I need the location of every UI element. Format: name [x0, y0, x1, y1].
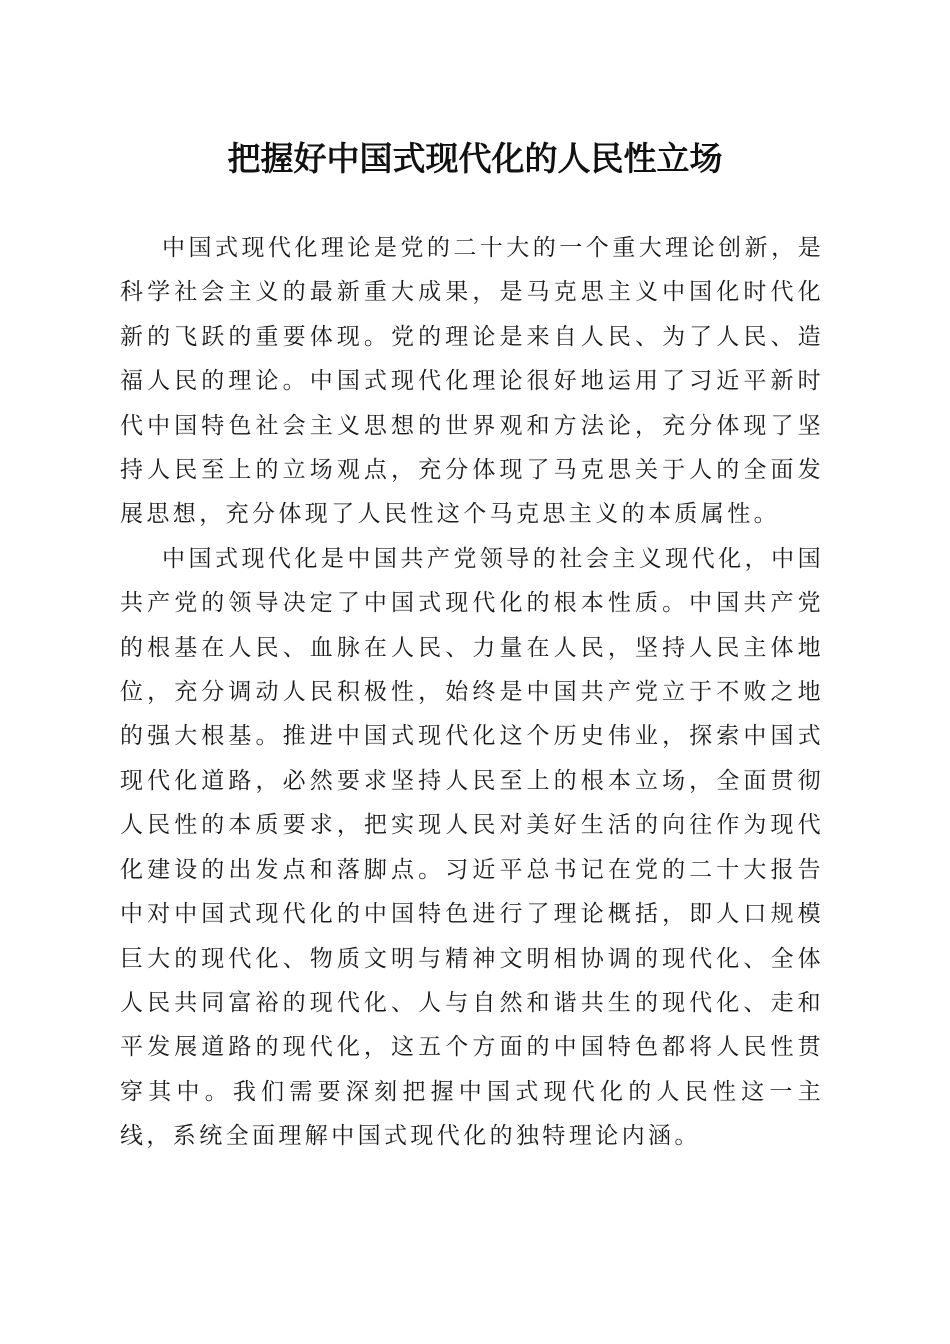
- paragraph-1: 中国式现代化理论是党的二十大的一个重大理论创新，是科学社会主义的最新重大成果，是马克思主义中国化时代化新的飞跃的重要体现。党的理论是来自人民、为了人民、造福人民的理论。中国式现代化理论很好地运用了习近平新时代中国特色社会主义思想的世界观和方法论，充分体现了坚持人民至上的立场观点，充分体现了马克思关于人的全面发展思想，充分体现了人民性这个马克思主义的本质属性。: [120, 235, 824, 528]
- document-title: 把握好中国式现代化的人民性立场: [227, 139, 723, 178]
- document-body: [120, 226, 824, 1159]
- paragraph-2: 中国式现代化是中国共产党领导的社会主义现代化，中国共产党的领导决定了中国式现代化的根本性质。中国共产党的根基在人民、血脉在人民、力量在人民，坚持人民主体地位，充分调动人民积极性，始终是中国共产党立于不败之地的强大根基。推进中国式现代化这个历史伟业，探索中国式现代化道路，必然要求坚持人民至上的根本立场，全面贯彻人民性的本质要求，把实现人民对美好生活的向往作为现代化建设的出发点和落脚点。习近平总书记在党的二十大报告中对中国式现代化的中国特色进行了理论概括，即人口规模巨大的现代化、物质文明与精神文明相协调的现代化、全体人民共同富裕的现代化、人与自然和谐共生的现代化、走和平发展道路的现代化，这五个方面的中国特色都将人民性贯穿其中。我们需要深刻把握中国式现代化的人民性这一主线，系统全面理解中国式现代化的独特理论内涵。: [120, 545, 824, 1150]
